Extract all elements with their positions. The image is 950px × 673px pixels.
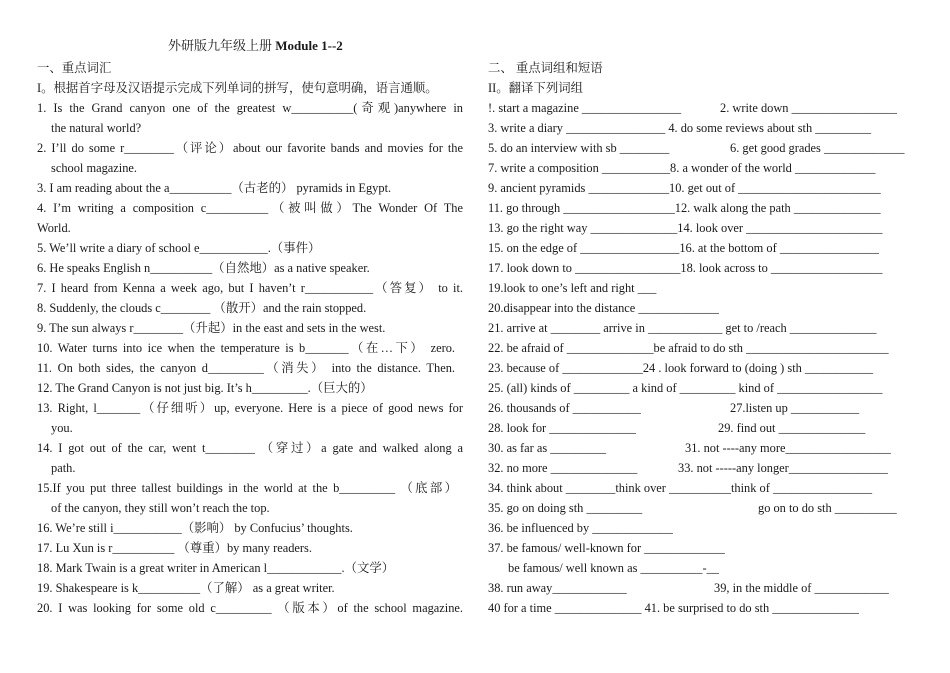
page-title (168, 38, 343, 54)
title-module: Module 1--2 (275, 38, 343, 53)
phrase-row: 15. on the edge of ________________16. at the bottom of ________________ (488, 241, 879, 255)
phrase-item: 2. write down _________________ (720, 101, 897, 115)
question-line: 4. I’m writing a composition c__________（被叫做）The Wonder Of The (37, 201, 463, 215)
question-line: 12. The Grand Canyon is not just big. It’s h_________.（巨大的） (37, 381, 373, 395)
phrase-item: 29. find out ______________ (718, 421, 866, 435)
phrase-row: 17. look down to _________________18. look across to __________________ (488, 261, 883, 275)
question-line: 13. Right, l_______（仔细听）up, everyone. Here is a piece of good news for (37, 401, 463, 415)
phrase-item: !. start a magazine ________________ (488, 101, 682, 115)
question-line: of the canyon, they still won’t reach the top. (51, 501, 270, 515)
question-line: 11. On both sides, the canyon d_________（消失） into the distance. Then. (37, 361, 455, 375)
phrase-row: 11. go through __________________12. walk along the path ______________ (488, 201, 881, 215)
phrase-item: 26. thousands of ___________ (488, 401, 641, 415)
phrase-row: 21. arrive at ________ arrive in ____________ get to /reach ______________ (488, 321, 877, 335)
phrase-row: 34. think about ________think over __________think of ________________ (488, 481, 873, 495)
question-line: 8. Suddenly, the clouds c________ （散开）and the rain stopped. (37, 301, 367, 315)
phrase-item: 30. as far as _________ (488, 441, 607, 455)
instruction-translate: II。翻译下列词组 (488, 81, 583, 95)
phrase-row: 22. be afraid of ______________be afraid to do sth _______________________ (488, 341, 889, 355)
question-line: World. (37, 221, 71, 235)
phrase-row: 9. ancient pyramids _____________10. get out of _______________________ (488, 181, 881, 195)
question-line: 6. He speaks English n__________（自然地）as a native speaker. (37, 261, 370, 275)
phrase-row: 23. because of _____________24 . look forward to (doing ) sth ___________ (488, 361, 874, 375)
question-line: 14. I got out of the car, went t________ （穿过）a gate and walked along a (37, 441, 463, 455)
phrase-row: 7. write a composition ___________8. a wonder of the world _____________ (488, 161, 876, 175)
question-line: 19. Shakespeare is k__________（了解） as a great writer. (37, 581, 335, 595)
question-line: 1. Is the Grand canyon one of the greatest w__________(奇观)anywhere in (37, 101, 463, 115)
phrase-row: 3. write a diary ________________ 4. do some reviews about sth _________ (488, 121, 872, 135)
phrase-item: 31. not ----any more_________________ (685, 441, 891, 455)
question-line: 7. I heard from Kenna a week ago, but I haven’t r___________（答复） to it. (37, 281, 463, 295)
phrase-item: 27.listen up ___________ (730, 401, 860, 415)
question-line: 9. The sun always r________（升起）in the east and sets in the west. (37, 321, 386, 335)
question-line: the natural world? (51, 121, 142, 135)
phrase-row: 13. go the right way ______________14. look over ______________________ (488, 221, 883, 235)
phrase-row: 40 for a time ______________ 41. be surprised to do sth ______________ (488, 601, 859, 615)
question-line: school magazine. (51, 161, 138, 175)
phrase-row: 25. (all) kinds of _________ a kind of _________ kind of _________________ (488, 381, 883, 395)
question-line: 18. Mark Twain is a great writer in American l____________.（文学） (37, 561, 395, 575)
section-heading-vocabulary: 一、重点词汇 (37, 61, 112, 75)
question-line: 20. I was looking for some old c_________ （版本）of the school magazine. (37, 601, 463, 615)
phrase-item: go on to do sth __________ (758, 501, 897, 515)
question-line: 17. Lu Xun is r__________ （尊重）by many readers. (37, 541, 312, 555)
title-prefix: 外研版九年级上册 (168, 38, 276, 53)
phrase-item: 39, in the middle of ____________ (714, 581, 889, 595)
phrase-item: 6. get good grades _____________ (730, 141, 905, 155)
question-line: 10. Water turns into ice when the temperature is b_______（在…下） zero. (37, 341, 455, 355)
question-line: 3. I am reading about the a__________（古老的） pyramids in Egypt. (37, 181, 392, 195)
phrase-item: 32. no more ______________ (488, 461, 638, 475)
phrase-row: 20.disappear into the distance _____________ (488, 301, 719, 315)
phrase-row: be famous/ well known as __________-__ (508, 561, 719, 575)
phrase-item: 38. run away____________ (488, 581, 627, 595)
question-line: path. (51, 461, 76, 475)
question-line: you. (51, 421, 73, 435)
phrase-item: 35. go on doing sth _________ (488, 501, 643, 515)
question-line: 2. I’ll do some r________（评论）about our favorite bands and movies for the (37, 141, 463, 155)
phrase-row: 37. be famous/ well-known for _____________ (488, 541, 725, 555)
question-line: 16. We’re still i___________（影响） by Confucius’ thoughts. (37, 521, 353, 535)
section-heading-phrases: 二、 重点词组和短语 (488, 61, 603, 75)
phrase-row: 36. be influenced by _____________ (488, 521, 673, 535)
question-line: 15.If you put three tallest buildings in the world at the b_________ （底部） (37, 481, 457, 495)
phrase-item: 28. look for ______________ (488, 421, 636, 435)
phrase-item: 33. not -----any longer________________ (678, 461, 888, 475)
question-line: 5. We’ll write a diary of school e___________.（事件） (37, 241, 321, 255)
phrase-item: 5. do an interview with sb ________ (488, 141, 670, 155)
instruction-spelling: I。根据首字母及汉语提示完成下列单词的拼写，使句意明确，语言通顺。 (37, 81, 438, 95)
phrase-row: 19.look to one’s left and right ___ (488, 281, 657, 295)
